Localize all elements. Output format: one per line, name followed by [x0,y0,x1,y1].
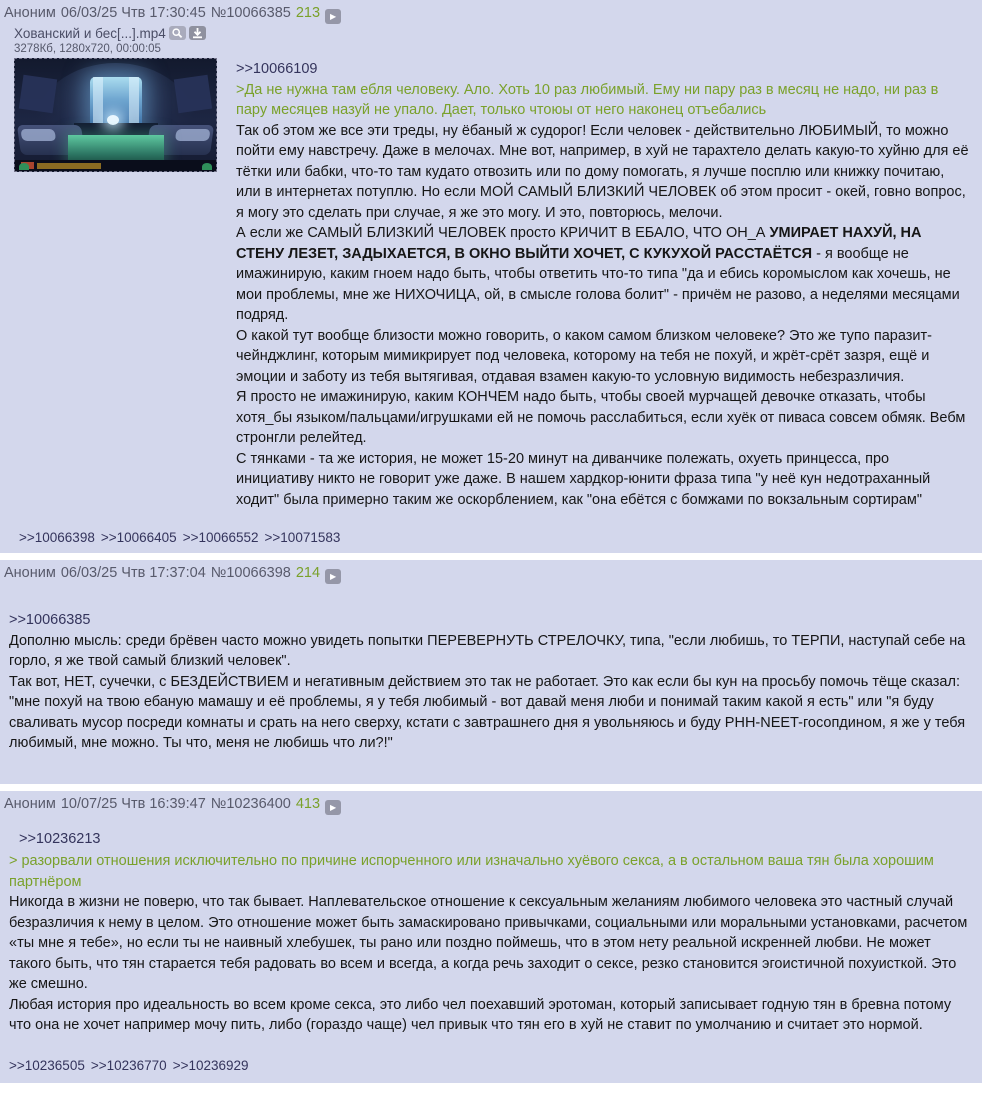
post-ordinal: 214 [295,565,321,581]
greentext-quote: >Да не нужна там ебля человеку. Ало. Хоть 10 раз любимый. Ему ни пару раз в месяц не надо, ни раз в пару месяцев назуй не упало. Дает, только чтоюы от него наконец отъебались [236,81,939,118]
reply-backlink[interactable]: >>10066552 [182,530,259,545]
thumb-lamp [107,115,119,125]
video-thumbnail[interactable] [14,58,217,172]
paragraph: Дополню мысль: среди брёвен часто можно увидеть попытки ПЕРЕВЕРНУТЬ СТРЕЛОЧКУ, типа, "если любишь, то ТЕРПИ, наступай себе на горло, я же твой самый близкий человек". [9,632,966,669]
play-post-icon[interactable]: ▶ [325,569,341,584]
poster-name: Аноним [4,5,56,21]
thumb-shelf-right [174,75,212,113]
reply-to-link[interactable]: >>10066385 [9,612,91,628]
bold-text: УМИРАЕТ НАХУЙ, НА СТЕНУ ЛЕЗЕТ, ЗАДЫХАЕТСЯ, В ОКНО ВЫЙТИ ХОЧЕТ, С КУКУХОЙ РАССТАЁТСЯ [236,225,922,262]
reply-backlink[interactable]: >>10236770 [90,1057,167,1073]
file-name-row [14,26,236,41]
reply-backlink[interactable]: >>10071583 [264,530,341,545]
paragraph: С тянками - та же история, не может 15-20 минут на диванчике полежать, охуеть принцесса, про инициативу никто не говорит уже даже. В нашем хардкор-юнити фраза типа "у неё кун недотраханный ходит" была примерно таким же оскорблением, как "она ебётся с бомжами по вокзальным сортирам" [236,450,931,508]
post-date: 10/07/25 Чтв 16:39:47 [60,795,206,812]
paragraph: О какой тут вообще близости можно говорить, о каком самом близком человеке? Это же тупо паразит-чейнджлинг, которым мимикрирует под человека, которому на тебя не похуй, и жрёт-срёт зазря, ещё и эмоции и заботу из тебя вытягивая, отдавая взамен какую-то условную видимость небезразличия. [236,327,932,385]
post-message [3,610,974,754]
reply-to-link[interactable]: >>10066109 [236,61,318,77]
file-name-link[interactable]: Хованский и бес[...].mp4 [14,26,166,41]
reply-backlink[interactable]: >>10236505 [9,1057,85,1073]
play-post-icon[interactable]: ▶ [325,800,341,815]
thumb-subtitle-bar [15,160,216,171]
file-info: 3278Кб, 1280x720, 00:00:05 [14,43,161,55]
thumb-rug [68,135,164,161]
paragraph: Никогда в жизни не поверю, что так бывает. Наплевательское отношение к сексуальным желаниям любимого человека это частный случай безразличия к нему в целом. Это отношение может быть замаскировано привычками, социальными или моральными установками, расчетом «ты мне я тебе», но если ты не наивный хлебушек, ты рано или поздно поймешь, что в этом нету реальной искренней любви. Не может такого быть, что тян старается тебя радовать во всем и всегда, а когда речь заходит о сексе, резко становится эгоистичной похуисткой. Это же смешно. [9,894,968,992]
paragraph: А если же САМЫЙ БЛИЗКИЙ ЧЕЛОВЕК просто КРИЧИТ В ЕБАЛО, ЧТО ОН_А УМИРАЕТ НАХУЙ, НА СТЕНУ ЛЕЗЕТ, ЗАДЫХАЕТСЯ, В ОКНО ВЫЙТИ ХОЧЕТ, С КУКУХОЙ РАССТАЁТСЯ - я вообще не имажинирую, каким гноем надо быть, чтобы ответить что-то типа "да и ебись коромыслом как хочешь, не мои проблемы, мне же НИХОЧИЦА, ой, в смысле голова болит" - причём не разово, а неделями месяцами подряд. [236,225,960,323]
replies-row [3,1058,974,1073]
paragraph: Так вот, НЕТ, сучечки, с БЕЗДЕЙСТВИЕМ и негативным действием это так не работает. Это как если бы кун на просьбу помочь тёще сказал: "мне похуй на твою ебаную мамашу и её проблемы, я у тебя любимый - вот давай меня люби и понимай таким какой я есть" или "я буду сваливать мусор посреди комнаты и срать на него сверху, кстати с завтрашнего дня я увольняюсь и буду РНН-NEET-госопдином, я же у тебя любимый, мне можно. Ты что, меня не любишь что ли?!" [9,673,966,751]
post-message [236,26,974,510]
post [0,791,982,1083]
replies-row [3,530,974,545]
post-ordinal: 413 [295,795,321,812]
reply-backlink[interactable]: >>10236929 [172,1057,249,1073]
post-ordinal: 213 [295,5,321,21]
play-post-icon[interactable]: ▶ [325,9,341,24]
post-message [3,829,974,1036]
post-number-link[interactable]: №10236400 [210,795,291,812]
poster-name: Аноним [4,795,56,812]
paragraph: Я просто не имажинирую, каким КОНЧЕМ надо быть, чтобы своей мурчащей девочке отказать, чтобы хотя_бы языком/пальцами/игрушками ей не помочь расслабиться, если хуёк от пиваса совсем обмяк. Вебм стронгли релейтед. [236,389,966,446]
post-number-link[interactable]: №10066398 [210,565,291,581]
post-number-link[interactable]: №10066385 [210,5,291,21]
reply-backlink[interactable]: >>10066398 [19,530,95,545]
greentext-quote: > разорвали отношения исключительно по причине испорченного или изначально хуёвого секса, а в остальном ваша тян была хорошим партнёром [9,853,934,890]
file-download-icon[interactable] [189,26,206,40]
poster-name: Аноним [4,565,56,581]
file-attachment [14,26,236,510]
post [0,0,982,553]
post-date: 06/03/25 Чтв 17:30:45 [60,5,206,21]
reply-backlink[interactable]: >>10066405 [100,530,177,545]
thumb-shelf-left [19,75,57,113]
post-header [3,3,974,26]
paragraph: Так об этом же все эти треды, ну ёбаный ж судорог! Если человек - действительно ЛЮБИМЫЙ, то можно пойти ему навстречу. Даже в мелочах. Мне вот, например, в хуй не тарахтело делать какую-то хуйню для её тётки или бабки, что-то там кудато отвозить или по дому помогать, я лучше посплю или книжку почитаю, или в интернетах потуплю. Но если МОЙ САМЫЙ БЛИЗКИЙ ЧЕЛОВЕК об этом просит - окей, говно вопрос, я могу это сделать при случае, я же это могу. И это, повторюсь, мелочи. [236,122,969,221]
post [0,560,982,784]
post-header [3,563,974,586]
reply-to-link[interactable]: >>10236213 [19,830,101,847]
post-date: 06/03/25 Чтв 17:37:04 [60,565,206,581]
post-header [3,794,974,817]
file-zoom-icon[interactable] [169,26,186,40]
paragraph: Любая история про идеальность во всем кроме секса, это либо чел поехавший эротоман, который записывает годную тян в бревна потому что она не хочет например мочу пить, либо (гораздо чаще) чел привык что тян его в хуй не ставит по умолчанию и считает это нормой. [9,996,952,1033]
